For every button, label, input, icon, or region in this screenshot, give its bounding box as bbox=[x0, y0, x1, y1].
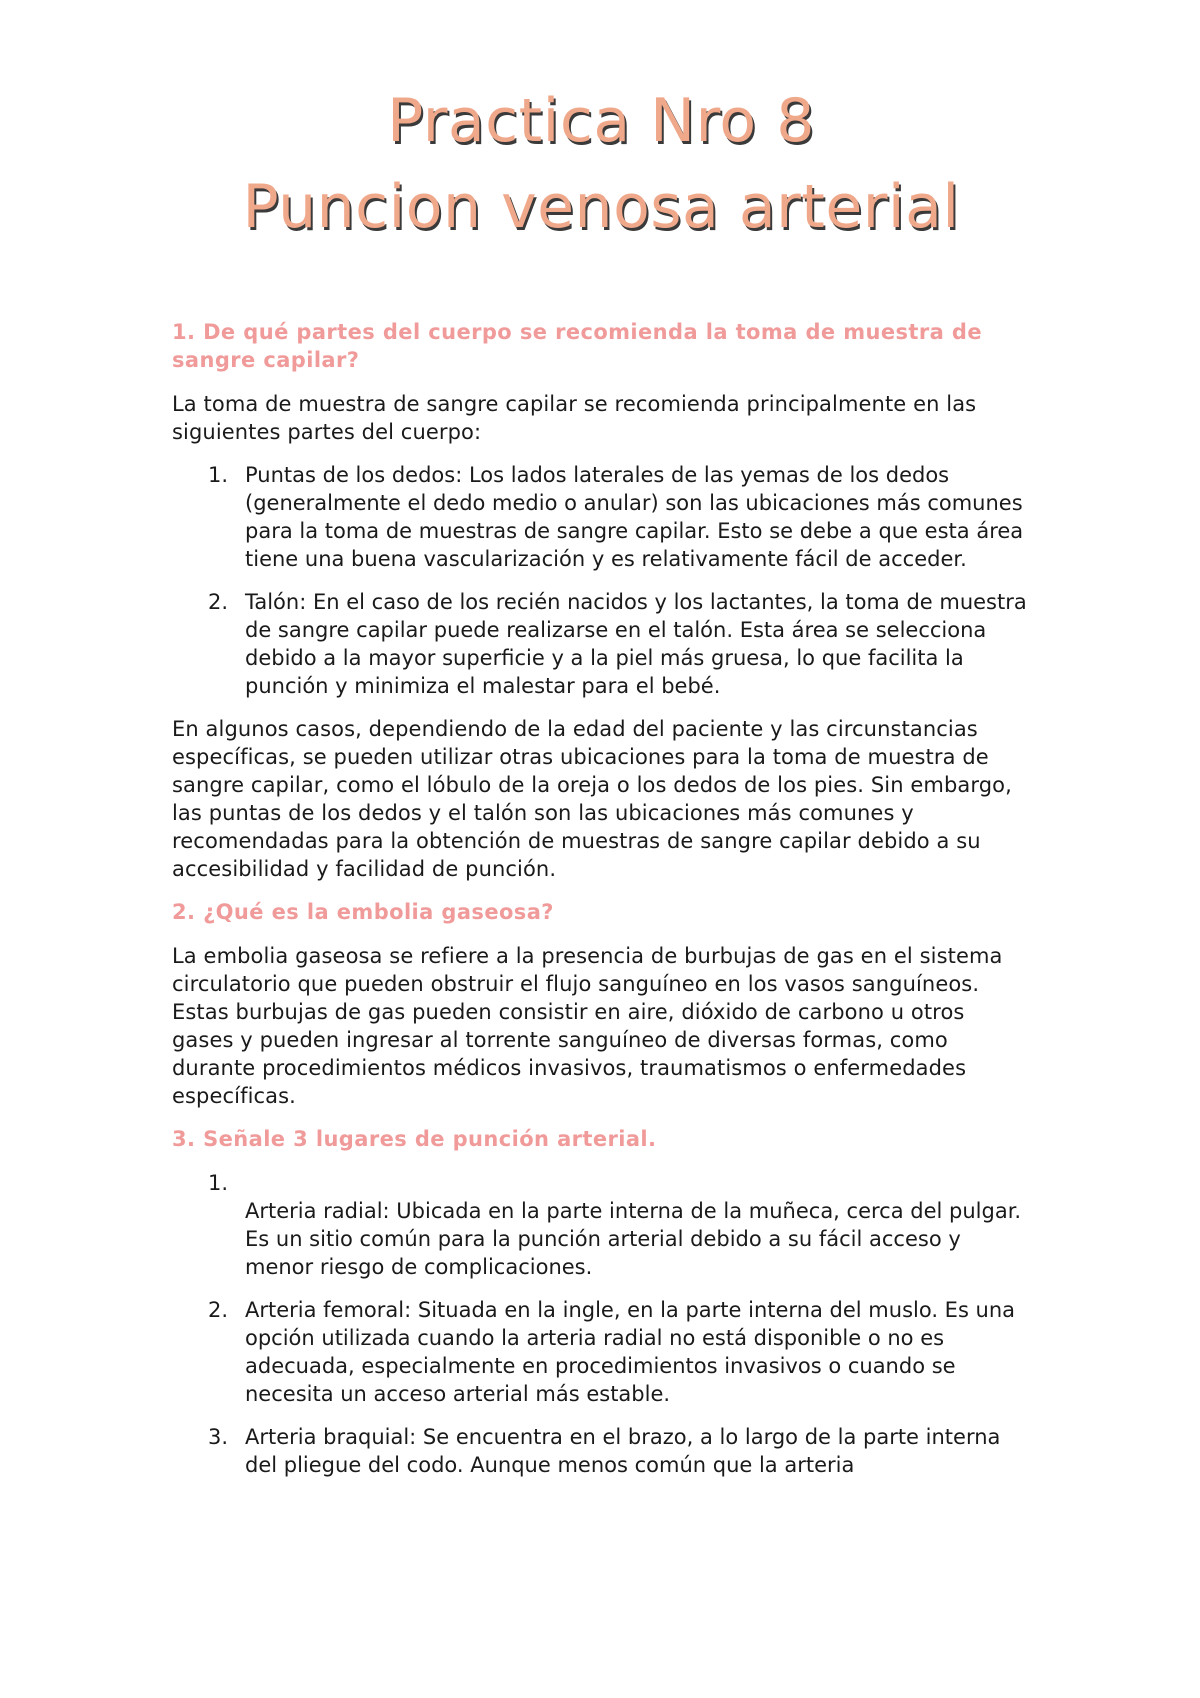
question-2-answer: La embolia gaseosa se refiere a la presencia de burbujas de gas en el sistema circulatorio que pueden obstruir el flujo sanguíneo en los vasos sanguíneos. Estas burbujas de gas pueden consistir en aire, dióxido de carbono u otros gases y pueden ingresar al torrente sanguíneo de diversas formas, como durante procedimientos médicos invasivos, traumatismos o enfermedades específicas. bbox=[172, 944, 1003, 1108]
title-line-2: Puncion venosa arterial bbox=[242, 172, 960, 242]
list-item-number: 2. bbox=[208, 590, 229, 614]
question-1-heading: 1. De qué partes del cuerpo se recomienda la toma de muestra de sangre capilar? bbox=[172, 320, 982, 372]
list-item-number: 1. bbox=[208, 1171, 229, 1195]
list-item-number: 3. bbox=[208, 1425, 229, 1449]
title-block bbox=[172, 78, 1030, 250]
question-1-intro: La toma de muestra de sangre capilar se recomienda principalmente en las siguientes partes del cuerpo: bbox=[172, 392, 977, 444]
list-item bbox=[172, 1169, 1030, 1281]
list-item-number: 1. bbox=[208, 463, 229, 487]
list-item bbox=[172, 461, 1030, 573]
list-item-text: Arteria braquial: Se encuentra en el brazo, a lo largo de la parte interna del pliegue del codo. Aunque menos común que la arteria bbox=[245, 1425, 1001, 1477]
list-item-number: 2. bbox=[208, 1298, 229, 1322]
question-1-list bbox=[172, 461, 1030, 700]
list-item bbox=[172, 1423, 1030, 1479]
list-item bbox=[172, 588, 1030, 700]
question-3-list bbox=[172, 1169, 1030, 1479]
title-line-1: Practica Nro 8 bbox=[387, 86, 815, 156]
list-item-text: Talón: En el caso de los recién nacidos y los lactantes, la toma de muestra de sangre capilar puede realizarse en el talón. Esta área se selecciona debido a la mayor superficie y a la piel más gruesa, lo que facilita la punción y minimiza el malestar para el bebé. bbox=[245, 590, 1027, 698]
question-3-heading: 3. Señale 3 lugares de punción arterial. bbox=[172, 1127, 657, 1151]
question-1-closing: En algunos casos, dependiendo de la edad del paciente y las circunstancias específicas, se pueden utilizar otras ubicaciones para la toma de muestra de sangre capilar, como el lóbulo de la oreja o los dedos de los pies. Sin embargo, las puntas de los dedos y el talón son las ubicaciones más comunes y recomendadas para la obtención de muestras de sangre capilar debido a su accesibilidad y facilidad de punción. bbox=[172, 717, 1012, 881]
list-item-text: Arteria radial: Ubicada en la parte interna de la muñeca, cerca del pulgar. Es un sitio común para la punción arterial debido a su fácil acceso y menor riesgo de complicaciones. bbox=[245, 1199, 1022, 1279]
list-item-text: Arteria femoral: Situada en la ingle, en la parte interna del muslo. Es una opción utilizada cuando la arteria radial no está disponible o no es adecuada, especialmente en procedimientos invasivos o cuando se necesita un acceso arterial más estable. bbox=[245, 1298, 1016, 1406]
list-item-text: Puntas de los dedos: Los lados laterales de las yemas de los dedos (generalmente el dedo medio o anular) son las ubicaciones más comunes para la toma de muestras de sangre capilar. Esto se debe a que esta área tiene una buena vascularización y es relativamente fácil de acceder. bbox=[245, 463, 1024, 571]
question-2-heading: 2. ¿Qué es la embolia gaseosa? bbox=[172, 900, 554, 924]
list-item bbox=[172, 1296, 1030, 1408]
